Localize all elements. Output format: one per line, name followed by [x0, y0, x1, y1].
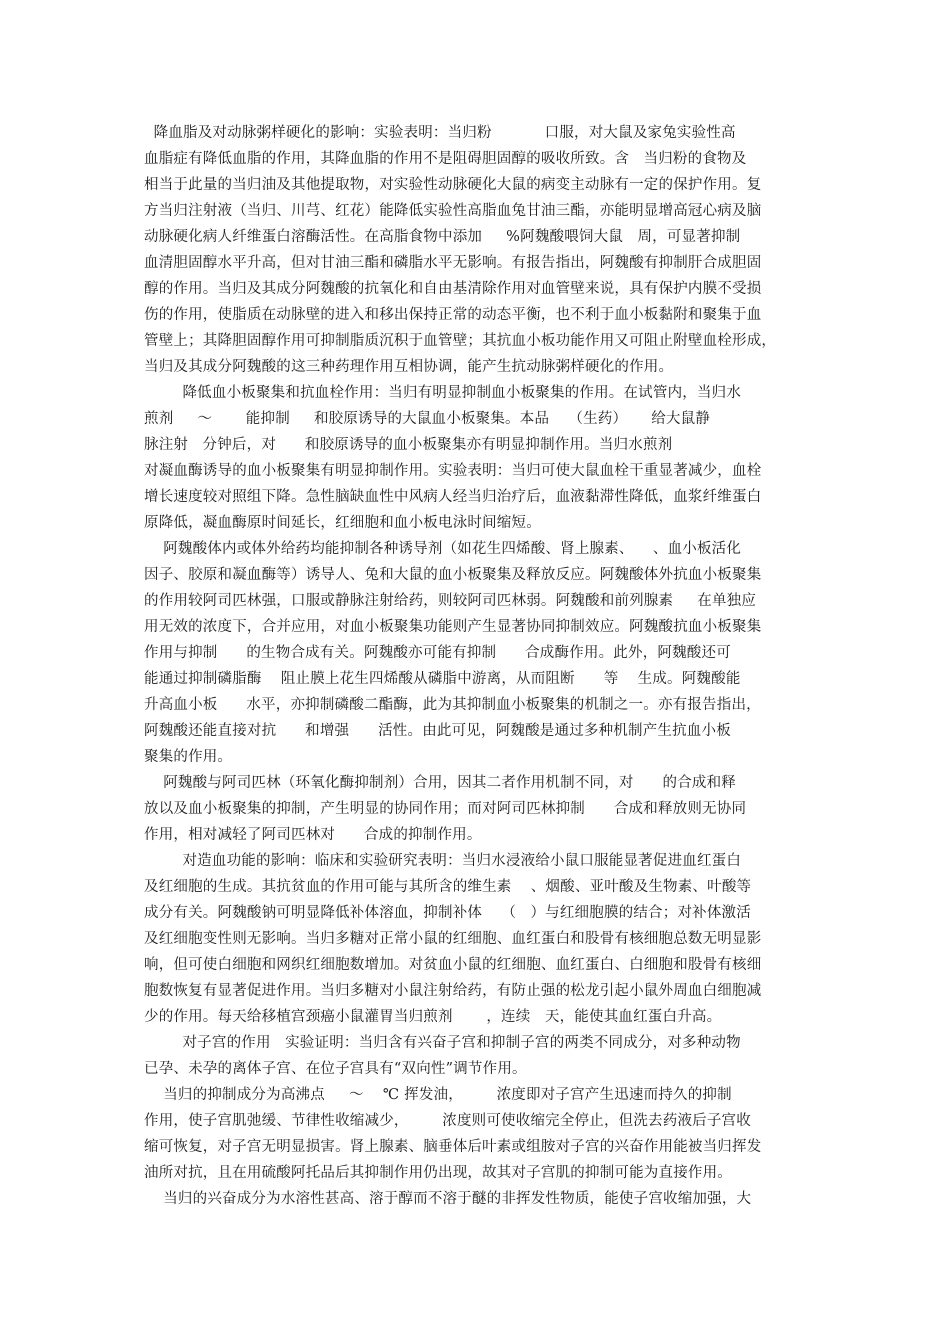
text-line: 当归的兴奋成分为水溶性甚高、溶于醇而不溶于醚的非挥发性物质，能使子宫收缩加强，大: [144, 1191, 752, 1207]
text-line: 及红细胞的生成。其抗贫血的作用可能与其所含的维生素 、烟酸、亚叶酸及生物素、叶酸等: [144, 879, 752, 895]
text-line: 对凝血酶诱导的血小板聚集有明显抑制作用。实验表明：当归可使大鼠血栓干重显著减少，血栓: [144, 463, 762, 479]
document-page: [144, 120, 814, 1212]
text-line: 缩可恢复，对子宫无明显损害。肾上腺素、脑垂体后叶素或组胺对子宫的兴奋作用能被当归挥发: [144, 1139, 762, 1155]
text-line: 伤的作用，使脂质在动脉壁的进入和移出保持正常的动态平衡，也不利于血小板黏附和聚集于血: [144, 307, 762, 323]
text-line: 对造血功能的影响：临床和实验研究表明：当归水浸液给小鼠口服能显著促进血红蛋白: [144, 853, 742, 869]
text-line: 阿魏酸还能直接对抗 和增强 活性。由此可见，阿魏酸是通过多种机制产生抗血小板: [144, 723, 731, 739]
text-line: 放以及血小板聚集的抑制，产生明显的协同作用；而对阿司匹林抑制 合成和释放则无协同: [144, 801, 747, 817]
text-line: 原降低，凝血酶原时间延长，红细胞和血小板电泳时间缩短。: [144, 515, 541, 531]
text-line: 阿魏酸与阿司匹林（环氧化酶抑制剂）合用，因其二者作用机制不同，对 的合成和释: [144, 775, 736, 791]
text-line: 方当归注射液（当归、川芎、红花）能降低实验性高脂血兔甘油三酯，亦能明显增高冠心病及脑: [144, 203, 762, 219]
text-line: 相当于此量的当归油及其他提取物，对实验性动脉硬化大鼠的病变主动脉有一定的保护作用。复: [144, 177, 762, 193]
text-line: 对子宫的作用 实验证明：当归含有兴奋子宫和抑制子宫的两类不同成分，对多种动物: [144, 1035, 741, 1051]
text-line: 少的作用。每天给移植宫颈癌小鼠灌胃当归煎剂 ，连续 天，能使其血红蛋白升高。: [144, 1009, 722, 1025]
text-line: 煎剂 ～ 能抑制 和胶原诱导的大鼠血小板聚集。本品 （生药） 给大鼠静: [144, 411, 711, 427]
text-line: 阿魏酸体内或体外给药均能抑制各种诱导剂（如花生四烯酸、肾上腺素、 、血小板活化: [144, 541, 742, 557]
text-line: 降低血小板聚集和抗血栓作用：当归有明显抑制血小板聚集的作用。在试管内，当归水: [144, 385, 742, 401]
text-line: 动脉硬化病人纤维蛋白溶酶活性。在高脂食物中添加 %阿魏酸喂饲大鼠 周，可显著抑制: [144, 229, 741, 245]
text-line: 醇的作用。当归及其成分阿魏酸的抗氧化和自由基清除作用对血管壁来说，具有保护内膜不受损: [144, 281, 762, 297]
text-line: 用无效的浓度下，合并应用，对血小板聚集功能则产生显著协同抑制效应。阿魏酸抗血小板聚集: [144, 619, 762, 635]
text-line: 能通过抑制磷脂酶 阻止膜上花生四烯酸从磷脂中游离，从而阻断 等 生成。阿魏酸能: [144, 671, 741, 687]
text-line: 管壁上；其降胆固醇作用可抑制脂质沉积于血管壁；其抗血小板功能作用又可阻止附壁血栓形成，: [144, 333, 777, 349]
text-line: 已孕、未孕的离体子宫、在位子宫具有“双向性”调节作用。: [144, 1061, 527, 1077]
text-line: 当归的抑制成分为高沸点 ～ ℃ 挥发油， 浓度即对子宫产生迅速而持久的抑制: [144, 1087, 732, 1103]
text-line: 成分有关。阿魏酸钠可明显降低补体溶血，抑制补体 （ ）与红细胞膜的结合；对补体激活: [144, 905, 751, 921]
text-line: 血脂症有降低血脂的作用，其降血脂的作用不是阻碍胆固醇的吸收所致。含 当归粉的食物及: [144, 151, 747, 167]
text-line: 升高血小板 水平，亦抑制磷酸二酯酶，此为其抑制血小板聚集的机制之一。亦有报告指出，: [144, 697, 761, 713]
text-line: 增长速度较对照组下降。急性脑缺血性中风病人经当归治疗后，血液黏滞性降低，血浆纤维蛋白: [144, 489, 762, 505]
text-line: 当归及其成分阿魏酸的这三种药理作用互相协调，能产生抗动脉粥样硬化的作用。: [144, 359, 674, 375]
text-line: 脉注射 分钟后，对 和胶原诱导的血小板聚集亦有明显抑制作用。当归水煎剂: [144, 437, 673, 453]
text-line: 作用，使子宫肌弛缓、节律性收缩减少， 浓度则可使收缩完全停止，但洗去药液后子宫收: [144, 1113, 751, 1129]
text-line: 响，但可使白细胞和网织红细胞数增加。对贫血小鼠的红细胞、血红蛋白、白细胞和股骨有核细: [144, 957, 762, 973]
text-line: 的作用较阿司匹林强，口服或静脉注射给药，则较阿司匹林弱。阿魏酸和前列腺素 在单独应: [144, 593, 757, 609]
text-line: 作用与抑制 的生物合成有关。阿魏酸亦可能有抑制 合成酶作用。此外，阿魏酸还可: [144, 645, 731, 661]
text-line: 降血脂及对动脉粥样硬化的影响：实验表明：当归粉 口服，对大鼠及家兔实验性高: [144, 125, 736, 141]
text-line: 胞数恢复有显著促进作用。当归多糖对小鼠注射给药，有防止强的松龙引起小鼠外周血白细胞减: [144, 983, 762, 999]
text-line: 及红细胞变性则无影响。当归多糖对正常小鼠的红细胞、血红蛋白和股骨有核细胞总数无明显影: [144, 931, 762, 947]
text-line: 作用，相对减轻了阿司匹林对 合成的抑制作用。: [144, 827, 482, 843]
text-line: 血清胆固醇水平升高，但对甘油三酯和磷脂水平无影响。有报告指出，阿魏酸有抑制肝合成胆固: [144, 255, 762, 271]
text-line: 油所对抗，且在用硫酸阿托品后其抑制作用仍出现，故其对子宫肌的抑制可能为直接作用。: [144, 1165, 732, 1181]
text-line: 聚集的作用。: [144, 749, 233, 765]
text-line: 因子、胶原和凝血酶等）诱导人、兔和大鼠的血小板聚集及释放反应。阿魏酸体外抗血小板聚集: [144, 567, 762, 583]
